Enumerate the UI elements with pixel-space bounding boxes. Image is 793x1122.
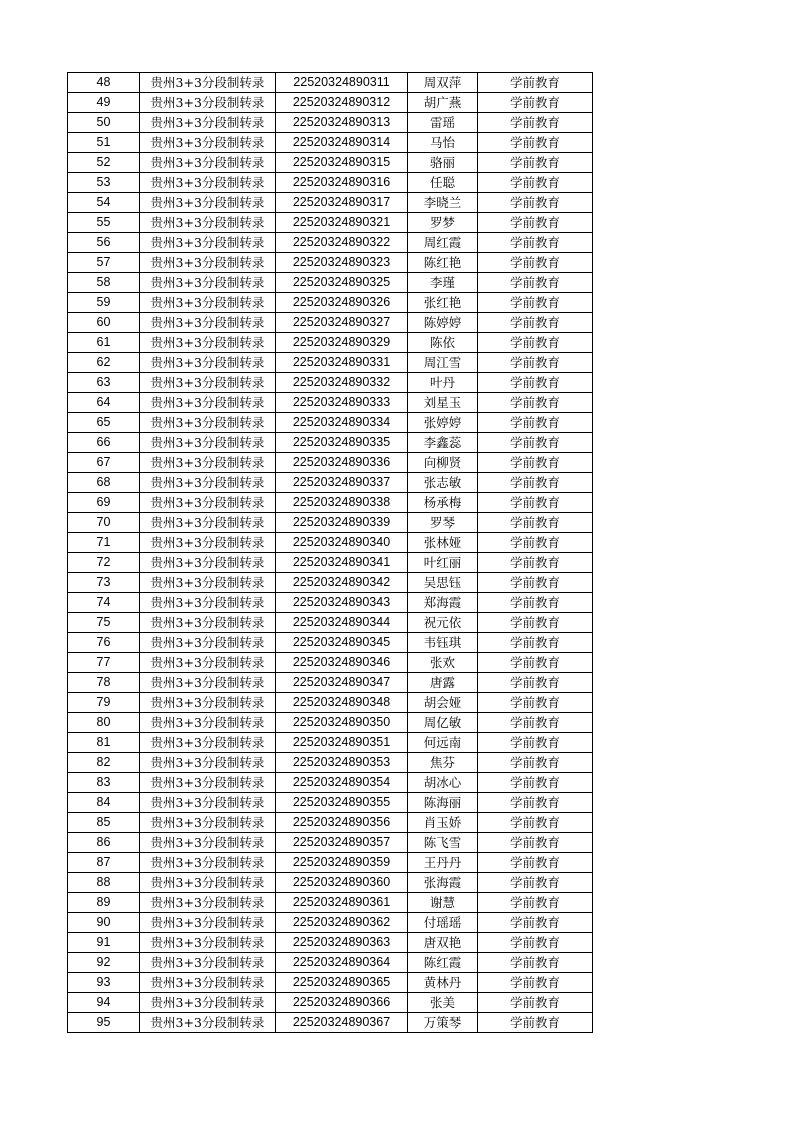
student-id-cell: 22520324890350: [276, 713, 408, 733]
major-cell: 学前教育: [478, 853, 593, 873]
admission-type-cell: 贵州3+3分段制转录: [140, 653, 276, 673]
admission-type-cell: 贵州3+3分段制转录: [140, 753, 276, 773]
row-number-cell: 59: [68, 293, 140, 313]
student-id-cell: 22520324890359: [276, 853, 408, 873]
admission-type-cell: 贵州3+3分段制转录: [140, 373, 276, 393]
table-row: [68, 453, 593, 473]
major-cell: 学前教育: [478, 153, 593, 173]
student-name-cell: 刘星玉: [408, 393, 478, 413]
student-name-cell: 张婷婷: [408, 413, 478, 433]
row-number-cell: 54: [68, 193, 140, 213]
row-number-cell: 75: [68, 613, 140, 633]
admission-type-cell: 贵州3+3分段制转录: [140, 873, 276, 893]
admission-type-cell: 贵州3+3分段制转录: [140, 893, 276, 913]
admission-type-cell: 贵州3+3分段制转录: [140, 313, 276, 333]
student-name-cell: 万策琴: [408, 1013, 478, 1033]
student-name-cell: 周红霞: [408, 233, 478, 253]
student-name-cell: 向柳贤: [408, 453, 478, 473]
admission-type-cell: 贵州3+3分段制转录: [140, 453, 276, 473]
student-name-cell: 陈海丽: [408, 793, 478, 813]
row-number-cell: 91: [68, 933, 140, 953]
table-row: [68, 913, 593, 933]
major-cell: 学前教育: [478, 953, 593, 973]
student-id-cell: 22520324890367: [276, 1013, 408, 1033]
table-row: [68, 813, 593, 833]
student-id-cell: 22520324890313: [276, 113, 408, 133]
major-cell: 学前教育: [478, 693, 593, 713]
row-number-cell: 82: [68, 753, 140, 773]
student-id-cell: 22520324890315: [276, 153, 408, 173]
row-number-cell: 79: [68, 693, 140, 713]
student-name-cell: 周江雪: [408, 353, 478, 373]
table-row: [68, 793, 593, 813]
student-name-cell: 陈飞雪: [408, 833, 478, 853]
admission-type-cell: 贵州3+3分段制转录: [140, 253, 276, 273]
table-row: [68, 673, 593, 693]
row-number-cell: 93: [68, 973, 140, 993]
student-id-cell: 22520324890342: [276, 573, 408, 593]
student-name-cell: 叶丹: [408, 373, 478, 393]
student-id-cell: 22520324890366: [276, 993, 408, 1013]
table-row: [68, 133, 593, 153]
row-number-cell: 63: [68, 373, 140, 393]
student-name-cell: 祝元依: [408, 613, 478, 633]
major-cell: 学前教育: [478, 553, 593, 573]
student-id-cell: 22520324890323: [276, 253, 408, 273]
student-name-cell: 罗琴: [408, 513, 478, 533]
admission-type-cell: 贵州3+3分段制转录: [140, 73, 276, 93]
student-id-cell: 22520324890335: [276, 433, 408, 453]
admission-type-cell: 贵州3+3分段制转录: [140, 613, 276, 633]
table-row: [68, 233, 593, 253]
table-row: [68, 393, 593, 413]
row-number-cell: 62: [68, 353, 140, 373]
major-cell: 学前教育: [478, 873, 593, 893]
student-id-cell: 22520324890321: [276, 213, 408, 233]
major-cell: 学前教育: [478, 833, 593, 853]
student-id-cell: 22520324890354: [276, 773, 408, 793]
student-name-cell: 韦钰琪: [408, 633, 478, 653]
student-name-cell: 张欢: [408, 653, 478, 673]
admission-type-cell: 贵州3+3分段制转录: [140, 673, 276, 693]
student-name-cell: 任聪: [408, 173, 478, 193]
table-row: [68, 733, 593, 753]
admission-type-cell: 贵州3+3分段制转录: [140, 853, 276, 873]
row-number-cell: 48: [68, 73, 140, 93]
student-name-cell: 马怡: [408, 133, 478, 153]
admission-type-cell: 贵州3+3分段制转录: [140, 1013, 276, 1033]
admission-type-cell: 贵州3+3分段制转录: [140, 193, 276, 213]
major-cell: 学前教育: [478, 653, 593, 673]
student-name-cell: 胡冰心: [408, 773, 478, 793]
row-number-cell: 61: [68, 333, 140, 353]
admission-type-cell: 贵州3+3分段制转录: [140, 533, 276, 553]
table-row: [68, 353, 593, 373]
student-name-cell: 李鑫蕊: [408, 433, 478, 453]
student-name-cell: 胡广燕: [408, 93, 478, 113]
student-id-cell: 22520324890361: [276, 893, 408, 913]
table-row: [68, 1013, 593, 1033]
student-name-cell: 陈红艳: [408, 253, 478, 273]
table-row: [68, 433, 593, 453]
major-cell: 学前教育: [478, 733, 593, 753]
student-name-cell: 郑海霞: [408, 593, 478, 613]
student-id-cell: 22520324890362: [276, 913, 408, 933]
admission-type-cell: 贵州3+3分段制转录: [140, 793, 276, 813]
student-name-cell: 肖玉娇: [408, 813, 478, 833]
admission-type-cell: 贵州3+3分段制转录: [140, 493, 276, 513]
student-id-cell: 22520324890346: [276, 653, 408, 673]
major-cell: 学前教育: [478, 173, 593, 193]
student-id-cell: 22520324890348: [276, 693, 408, 713]
row-number-cell: 78: [68, 673, 140, 693]
row-number-cell: 80: [68, 713, 140, 733]
student-name-cell: 陈依: [408, 333, 478, 353]
student-id-cell: 22520324890314: [276, 133, 408, 153]
table-row: [68, 153, 593, 173]
major-cell: 学前教育: [478, 93, 593, 113]
table-row: [68, 273, 593, 293]
student-name-cell: 雷瑶: [408, 113, 478, 133]
row-number-cell: 81: [68, 733, 140, 753]
major-cell: 学前教育: [478, 513, 593, 533]
table-row: [68, 973, 593, 993]
major-cell: 学前教育: [478, 413, 593, 433]
major-cell: 学前教育: [478, 613, 593, 633]
admission-type-cell: 贵州3+3分段制转录: [140, 973, 276, 993]
row-number-cell: 58: [68, 273, 140, 293]
major-cell: 学前教育: [478, 193, 593, 213]
major-cell: 学前教育: [478, 773, 593, 793]
student-id-cell: 22520324890311: [276, 73, 408, 93]
admission-type-cell: 贵州3+3分段制转录: [140, 293, 276, 313]
row-number-cell: 55: [68, 213, 140, 233]
table-row: [68, 713, 593, 733]
student-id-cell: 22520324890317: [276, 193, 408, 213]
table-row: [68, 613, 593, 633]
major-cell: 学前教育: [478, 233, 593, 253]
table-row: [68, 333, 593, 353]
row-number-cell: 92: [68, 953, 140, 973]
row-number-cell: 70: [68, 513, 140, 533]
admission-type-cell: 贵州3+3分段制转录: [140, 393, 276, 413]
major-cell: 学前教育: [478, 713, 593, 733]
row-number-cell: 72: [68, 553, 140, 573]
student-name-cell: 张志敏: [408, 473, 478, 493]
student-name-cell: 李晓兰: [408, 193, 478, 213]
admission-type-cell: 贵州3+3分段制转录: [140, 633, 276, 653]
admission-type-cell: 贵州3+3分段制转录: [140, 213, 276, 233]
admission-type-cell: 贵州3+3分段制转录: [140, 813, 276, 833]
student-id-cell: 22520324890322: [276, 233, 408, 253]
student-id-cell: 22520324890364: [276, 953, 408, 973]
admission-type-cell: 贵州3+3分段制转录: [140, 933, 276, 953]
admission-type-cell: 贵州3+3分段制转录: [140, 433, 276, 453]
student-name-cell: 唐双艳: [408, 933, 478, 953]
student-name-cell: 周双萍: [408, 73, 478, 93]
major-cell: 学前教育: [478, 393, 593, 413]
table-row: [68, 833, 593, 853]
admission-type-cell: 贵州3+3分段制转录: [140, 713, 276, 733]
student-id-cell: 22520324890327: [276, 313, 408, 333]
row-number-cell: 68: [68, 473, 140, 493]
row-number-cell: 53: [68, 173, 140, 193]
row-number-cell: 77: [68, 653, 140, 673]
table-row: [68, 653, 593, 673]
major-cell: 学前教育: [478, 893, 593, 913]
row-number-cell: 86: [68, 833, 140, 853]
row-number-cell: 76: [68, 633, 140, 653]
major-cell: 学前教育: [478, 1013, 593, 1033]
student-id-cell: 22520324890363: [276, 933, 408, 953]
admission-type-cell: 贵州3+3分段制转录: [140, 333, 276, 353]
major-cell: 学前教育: [478, 753, 593, 773]
table-row: [68, 893, 593, 913]
admission-type-cell: 贵州3+3分段制转录: [140, 693, 276, 713]
major-cell: 学前教育: [478, 933, 593, 953]
admission-type-cell: 贵州3+3分段制转录: [140, 93, 276, 113]
student-name-cell: 叶红丽: [408, 553, 478, 573]
student-name-cell: 杨承梅: [408, 493, 478, 513]
admission-type-cell: 贵州3+3分段制转录: [140, 833, 276, 853]
admission-type-cell: 贵州3+3分段制转录: [140, 733, 276, 753]
major-cell: 学前教育: [478, 353, 593, 373]
student-id-cell: 22520324890360: [276, 873, 408, 893]
row-number-cell: 65: [68, 413, 140, 433]
student-id-cell: 22520324890339: [276, 513, 408, 533]
student-id-cell: 22520324890326: [276, 293, 408, 313]
student-roster-table: [67, 72, 593, 1033]
student-id-cell: 22520324890355: [276, 793, 408, 813]
table-row: [68, 253, 593, 273]
student-id-cell: 22520324890334: [276, 413, 408, 433]
row-number-cell: 94: [68, 993, 140, 1013]
table-row: [68, 753, 593, 773]
row-number-cell: 88: [68, 873, 140, 893]
student-id-cell: 22520324890336: [276, 453, 408, 473]
admission-type-cell: 贵州3+3分段制转录: [140, 593, 276, 613]
major-cell: 学前教育: [478, 253, 593, 273]
student-id-cell: 22520324890312: [276, 93, 408, 113]
major-cell: 学前教育: [478, 633, 593, 653]
row-number-cell: 85: [68, 813, 140, 833]
row-number-cell: 66: [68, 433, 140, 453]
table-row: [68, 313, 593, 333]
row-number-cell: 90: [68, 913, 140, 933]
row-number-cell: 73: [68, 573, 140, 593]
student-name-cell: 谢慧: [408, 893, 478, 913]
major-cell: 学前教育: [478, 913, 593, 933]
student-name-cell: 骆丽: [408, 153, 478, 173]
row-number-cell: 83: [68, 773, 140, 793]
admission-type-cell: 贵州3+3分段制转录: [140, 953, 276, 973]
student-id-cell: 22520324890356: [276, 813, 408, 833]
major-cell: 学前教育: [478, 493, 593, 513]
roster-body: [68, 73, 593, 1033]
student-id-cell: 22520324890340: [276, 533, 408, 553]
major-cell: 学前教育: [478, 593, 593, 613]
student-name-cell: 张林娅: [408, 533, 478, 553]
student-id-cell: 22520324890347: [276, 673, 408, 693]
admission-type-cell: 贵州3+3分段制转录: [140, 773, 276, 793]
student-name-cell: 唐露: [408, 673, 478, 693]
student-name-cell: 胡会娅: [408, 693, 478, 713]
table-row: [68, 513, 593, 533]
major-cell: 学前教育: [478, 993, 593, 1013]
major-cell: 学前教育: [478, 113, 593, 133]
admission-type-cell: 贵州3+3分段制转录: [140, 553, 276, 573]
student-name-cell: 张红艳: [408, 293, 478, 313]
table-row: [68, 493, 593, 513]
major-cell: 学前教育: [478, 333, 593, 353]
table-row: [68, 73, 593, 93]
major-cell: 学前教育: [478, 213, 593, 233]
student-name-cell: 何远南: [408, 733, 478, 753]
row-number-cell: 52: [68, 153, 140, 173]
student-name-cell: 吴思钰: [408, 573, 478, 593]
student-name-cell: 王丹丹: [408, 853, 478, 873]
table-row: [68, 373, 593, 393]
admission-type-cell: 贵州3+3分段制转录: [140, 413, 276, 433]
row-number-cell: 84: [68, 793, 140, 813]
admission-type-cell: 贵州3+3分段制转录: [140, 113, 276, 133]
table-row: [68, 473, 593, 493]
student-id-cell: 22520324890329: [276, 333, 408, 353]
row-number-cell: 69: [68, 493, 140, 513]
student-id-cell: 22520324890338: [276, 493, 408, 513]
major-cell: 学前教育: [478, 533, 593, 553]
major-cell: 学前教育: [478, 813, 593, 833]
student-id-cell: 22520324890353: [276, 753, 408, 773]
admission-type-cell: 贵州3+3分段制转录: [140, 353, 276, 373]
student-id-cell: 22520324890351: [276, 733, 408, 753]
row-number-cell: 95: [68, 1013, 140, 1033]
student-id-cell: 22520324890344: [276, 613, 408, 633]
student-id-cell: 22520324890341: [276, 553, 408, 573]
table-row: [68, 933, 593, 953]
admission-type-cell: 贵州3+3分段制转录: [140, 913, 276, 933]
table-row: [68, 533, 593, 553]
row-number-cell: 50: [68, 113, 140, 133]
table-row: [68, 773, 593, 793]
row-number-cell: 49: [68, 93, 140, 113]
admission-type-cell: 贵州3+3分段制转录: [140, 153, 276, 173]
table-row: [68, 573, 593, 593]
major-cell: 学前教育: [478, 453, 593, 473]
admission-type-cell: 贵州3+3分段制转录: [140, 273, 276, 293]
table-row: [68, 633, 593, 653]
table-row: [68, 593, 593, 613]
major-cell: 学前教育: [478, 293, 593, 313]
table-row: [68, 113, 593, 133]
student-name-cell: 李瑾: [408, 273, 478, 293]
major-cell: 学前教育: [478, 313, 593, 333]
student-name-cell: 焦芬: [408, 753, 478, 773]
admission-type-cell: 贵州3+3分段制转录: [140, 173, 276, 193]
table-row: [68, 993, 593, 1013]
major-cell: 学前教育: [478, 473, 593, 493]
row-number-cell: 71: [68, 533, 140, 553]
student-name-cell: 付瑶瑶: [408, 913, 478, 933]
major-cell: 学前教育: [478, 373, 593, 393]
student-id-cell: 22520324890331: [276, 353, 408, 373]
row-number-cell: 56: [68, 233, 140, 253]
major-cell: 学前教育: [478, 433, 593, 453]
row-number-cell: 67: [68, 453, 140, 473]
student-name-cell: 黄林丹: [408, 973, 478, 993]
student-name-cell: 张海霞: [408, 873, 478, 893]
table-row: [68, 853, 593, 873]
student-id-cell: 22520324890325: [276, 273, 408, 293]
row-number-cell: 74: [68, 593, 140, 613]
major-cell: 学前教育: [478, 73, 593, 93]
student-id-cell: 22520324890345: [276, 633, 408, 653]
student-name-cell: 陈婷婷: [408, 313, 478, 333]
student-id-cell: 22520324890357: [276, 833, 408, 853]
major-cell: 学前教育: [478, 793, 593, 813]
admission-type-cell: 贵州3+3分段制转录: [140, 513, 276, 533]
row-number-cell: 57: [68, 253, 140, 273]
major-cell: 学前教育: [478, 133, 593, 153]
student-id-cell: 22520324890343: [276, 593, 408, 613]
table-row: [68, 293, 593, 313]
table-row: [68, 553, 593, 573]
row-number-cell: 64: [68, 393, 140, 413]
major-cell: 学前教育: [478, 673, 593, 693]
student-name-cell: 周亿敏: [408, 713, 478, 733]
student-id-cell: 22520324890337: [276, 473, 408, 493]
major-cell: 学前教育: [478, 273, 593, 293]
student-id-cell: 22520324890333: [276, 393, 408, 413]
admission-type-cell: 贵州3+3分段制转录: [140, 473, 276, 493]
table-row: [68, 173, 593, 193]
table-row: [68, 693, 593, 713]
table-row: [68, 413, 593, 433]
admission-type-cell: 贵州3+3分段制转录: [140, 233, 276, 253]
student-name-cell: 陈红霞: [408, 953, 478, 973]
student-id-cell: 22520324890316: [276, 173, 408, 193]
row-number-cell: 51: [68, 133, 140, 153]
table-row: [68, 193, 593, 213]
admission-type-cell: 贵州3+3分段制转录: [140, 573, 276, 593]
table-row: [68, 213, 593, 233]
student-name-cell: 张美: [408, 993, 478, 1013]
major-cell: 学前教育: [478, 573, 593, 593]
admission-type-cell: 贵州3+3分段制转录: [140, 133, 276, 153]
row-number-cell: 87: [68, 853, 140, 873]
student-id-cell: 22520324890332: [276, 373, 408, 393]
table-row: [68, 953, 593, 973]
student-id-cell: 22520324890365: [276, 973, 408, 993]
row-number-cell: 89: [68, 893, 140, 913]
table-row: [68, 873, 593, 893]
admission-type-cell: 贵州3+3分段制转录: [140, 993, 276, 1013]
table-row: [68, 93, 593, 113]
major-cell: 学前教育: [478, 973, 593, 993]
student-name-cell: 罗梦: [408, 213, 478, 233]
row-number-cell: 60: [68, 313, 140, 333]
